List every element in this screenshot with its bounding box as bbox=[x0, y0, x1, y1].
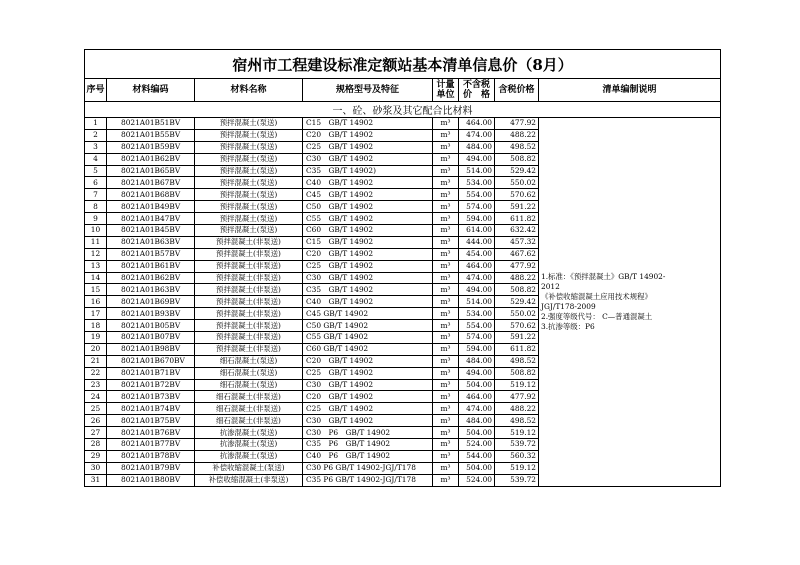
note-line: 1.标准：《预拌混凝土》GB/T 14902- bbox=[541, 271, 666, 281]
unit: m³ bbox=[433, 189, 459, 201]
row-number: 9 bbox=[85, 213, 107, 225]
untaxed-price: 474.00 bbox=[459, 272, 495, 284]
material-name: 细石混凝土(泵送) bbox=[195, 379, 303, 391]
material-code: 8021A01B71BV bbox=[107, 367, 195, 379]
untaxed-price: 594.00 bbox=[459, 343, 495, 355]
taxed-price: 550.02 bbox=[495, 177, 539, 189]
material-code: 8021A01B65BV bbox=[107, 165, 195, 177]
taxed-price: 508.82 bbox=[495, 153, 539, 165]
taxed-price: 591.22 bbox=[495, 201, 539, 213]
header-untaxed-line2: 价 格 bbox=[462, 90, 490, 100]
row-number: 4 bbox=[85, 153, 107, 165]
material-name: 预拌混凝土(非泵送) bbox=[195, 236, 303, 248]
material-code: 8021A01B670BV bbox=[107, 355, 195, 367]
material-code: 8021A01B47BV bbox=[107, 213, 195, 225]
material-code: 8021A01B78BV bbox=[107, 450, 195, 462]
untaxed-price: 464.00 bbox=[459, 260, 495, 272]
table-body bbox=[85, 118, 721, 487]
material-name: 预拌混凝土(非泵送) bbox=[195, 284, 303, 296]
material-name: 预拌混凝土(非泵送) bbox=[195, 308, 303, 320]
section-title: 一、砼、砂浆及其它配合比材料 bbox=[85, 102, 721, 118]
untaxed-price: 484.00 bbox=[459, 415, 495, 427]
row-number: 30 bbox=[85, 462, 107, 474]
material-code: 8021A01B57BV bbox=[107, 248, 195, 260]
material-code: 8021A01B80BV bbox=[107, 474, 195, 486]
material-code: 8021A01B61BV bbox=[107, 260, 195, 272]
row-number: 22 bbox=[85, 367, 107, 379]
untaxed-price: 484.00 bbox=[459, 141, 495, 153]
unit: m³ bbox=[433, 225, 459, 237]
unit: m³ bbox=[433, 391, 459, 403]
taxed-price: 477.92 bbox=[495, 260, 539, 272]
material-spec: C25 GB/T 14902 bbox=[303, 367, 433, 379]
untaxed-price: 574.00 bbox=[459, 332, 495, 344]
material-name: 抗渗混凝土(泵送) bbox=[195, 450, 303, 462]
unit: m³ bbox=[433, 332, 459, 344]
note-line: JGJ/T178-2009 bbox=[541, 301, 596, 311]
unit: m³ bbox=[433, 462, 459, 474]
material-spec: C25 GB/T 14902 bbox=[303, 403, 433, 415]
taxed-price: 611.82 bbox=[495, 343, 539, 355]
material-spec: C20 GB/T 14902 bbox=[303, 355, 433, 367]
unit: m³ bbox=[433, 177, 459, 189]
material-code: 8021A01B59BV bbox=[107, 141, 195, 153]
unit: m³ bbox=[433, 296, 459, 308]
material-code: 8021A01B73BV bbox=[107, 391, 195, 403]
untaxed-price: 614.00 bbox=[459, 225, 495, 237]
material-name: 补偿收缩混凝土(非泵送) bbox=[195, 474, 303, 486]
material-name: 预拌混凝土(泵送) bbox=[195, 201, 303, 213]
header-notes: 清单编制说明 bbox=[539, 79, 721, 102]
material-code: 8021A01B93BV bbox=[107, 308, 195, 320]
taxed-price: 529.42 bbox=[495, 165, 539, 177]
material-name: 预拌混凝土(泵送) bbox=[195, 165, 303, 177]
row-number: 20 bbox=[85, 343, 107, 355]
material-spec: C35 GB/T 14902 bbox=[303, 284, 433, 296]
untaxed-price: 474.00 bbox=[459, 129, 495, 141]
row-number: 29 bbox=[85, 450, 107, 462]
taxed-price: 550.02 bbox=[495, 308, 539, 320]
material-spec: C30 P6 GB/T 14902 bbox=[303, 427, 433, 439]
material-name: 预拌混凝土(非泵送) bbox=[195, 248, 303, 260]
material-name: 预拌混凝土(泵送) bbox=[195, 213, 303, 225]
row-number: 13 bbox=[85, 260, 107, 272]
row-number: 7 bbox=[85, 189, 107, 201]
unit: m³ bbox=[433, 450, 459, 462]
untaxed-price: 554.00 bbox=[459, 320, 495, 332]
taxed-price: 611.82 bbox=[495, 213, 539, 225]
material-name: 预拌混凝土(非泵送) bbox=[195, 343, 303, 355]
taxed-price: 560.32 bbox=[495, 450, 539, 462]
unit: m³ bbox=[433, 201, 459, 213]
unit: m³ bbox=[433, 213, 459, 225]
section-row bbox=[85, 102, 721, 118]
material-spec: C15 GB/T 14902 bbox=[303, 118, 433, 130]
taxed-price: 570.62 bbox=[495, 320, 539, 332]
header-code: 材料编码 bbox=[107, 79, 195, 102]
material-code: 8021A01B45BV bbox=[107, 225, 195, 237]
material-spec: C40 GB/T 14902 bbox=[303, 177, 433, 189]
unit: m³ bbox=[433, 236, 459, 248]
header-no: 序号 bbox=[85, 79, 107, 102]
material-code: 8021A01B79BV bbox=[107, 462, 195, 474]
untaxed-price: 514.00 bbox=[459, 165, 495, 177]
material-name: 预拌混凝土(非泵送) bbox=[195, 260, 303, 272]
price-table bbox=[84, 49, 721, 487]
material-name: 预拌混凝土(泵送) bbox=[195, 177, 303, 189]
material-name: 预拌混凝土(泵送) bbox=[195, 118, 303, 130]
notes-cell bbox=[539, 118, 721, 487]
taxed-price: 508.82 bbox=[495, 367, 539, 379]
unit: m³ bbox=[433, 141, 459, 153]
taxed-price: 498.52 bbox=[495, 415, 539, 427]
untaxed-price: 504.00 bbox=[459, 379, 495, 391]
material-spec: C25 GB/T 14902 bbox=[303, 260, 433, 272]
material-name: 抗渗混凝土(泵送) bbox=[195, 427, 303, 439]
material-spec: C30 P6 GB/T 14902-JGJ/T178 bbox=[303, 462, 433, 474]
row-number: 15 bbox=[85, 284, 107, 296]
unit: m³ bbox=[433, 308, 459, 320]
header-spec: 规格型号及特征 bbox=[303, 79, 433, 102]
untaxed-price: 464.00 bbox=[459, 118, 495, 130]
row-number: 28 bbox=[85, 439, 107, 451]
page-title: 宿州市工程建设标准定额站基本清单信息价（8月） bbox=[85, 50, 721, 79]
material-code: 8021A01B62BV bbox=[107, 272, 195, 284]
taxed-price: 457.32 bbox=[495, 236, 539, 248]
material-name: 预拌混凝土(泵送) bbox=[195, 225, 303, 237]
untaxed-price: 594.00 bbox=[459, 213, 495, 225]
material-code: 8021A01B55BV bbox=[107, 129, 195, 141]
unit: m³ bbox=[433, 439, 459, 451]
material-name: 补偿收缩混凝土(泵送) bbox=[195, 462, 303, 474]
row-number: 27 bbox=[85, 427, 107, 439]
row-number: 5 bbox=[85, 165, 107, 177]
untaxed-price: 544.00 bbox=[459, 450, 495, 462]
note-line: 2012 bbox=[541, 281, 560, 291]
unit: m³ bbox=[433, 367, 459, 379]
header-unit-line2: 单位 bbox=[436, 90, 455, 100]
material-name: 预拌混凝土(非泵送) bbox=[195, 296, 303, 308]
unit: m³ bbox=[433, 129, 459, 141]
material-spec: C25 GB/T 14902 bbox=[303, 141, 433, 153]
material-name: 预拌混凝土(泵送) bbox=[195, 153, 303, 165]
material-code: 8021A01B98BV bbox=[107, 343, 195, 355]
taxed-price: 539.72 bbox=[495, 439, 539, 451]
row-number: 24 bbox=[85, 391, 107, 403]
material-code: 8021A01B75BV bbox=[107, 415, 195, 427]
row-number: 11 bbox=[85, 236, 107, 248]
header-taxed-price: 含税价格 bbox=[495, 79, 539, 102]
taxed-price: 508.82 bbox=[495, 284, 539, 296]
taxed-price: 488.22 bbox=[495, 403, 539, 415]
header-row bbox=[85, 79, 721, 102]
material-spec: C20 GB/T 14902 bbox=[303, 129, 433, 141]
header-unit-line1: 计量 bbox=[436, 80, 455, 90]
material-code: 8021A01B62BV bbox=[107, 153, 195, 165]
material-spec: C60 GB/T 14902 bbox=[303, 343, 433, 355]
row-number: 23 bbox=[85, 379, 107, 391]
material-code: 8021A01B74BV bbox=[107, 403, 195, 415]
material-spec: C15 GB/T 14902 bbox=[303, 236, 433, 248]
material-spec: C35 P6 GB/T 14902 bbox=[303, 439, 433, 451]
material-code: 8021A01B67BV bbox=[107, 177, 195, 189]
untaxed-price: 474.00 bbox=[459, 403, 495, 415]
row-number: 19 bbox=[85, 332, 107, 344]
material-code: 8021A01B63BV bbox=[107, 236, 195, 248]
material-spec: C20 GB/T 14902 bbox=[303, 248, 433, 260]
untaxed-price: 464.00 bbox=[459, 391, 495, 403]
row-number: 26 bbox=[85, 415, 107, 427]
taxed-price: 519.12 bbox=[495, 427, 539, 439]
untaxed-price: 454.00 bbox=[459, 248, 495, 260]
taxed-price: 529.42 bbox=[495, 296, 539, 308]
row-number: 6 bbox=[85, 177, 107, 189]
material-spec: C50 GB/T 14902 bbox=[303, 320, 433, 332]
taxed-price: 519.12 bbox=[495, 462, 539, 474]
taxed-price: 519.12 bbox=[495, 379, 539, 391]
untaxed-price: 444.00 bbox=[459, 236, 495, 248]
unit: m³ bbox=[433, 153, 459, 165]
untaxed-price: 494.00 bbox=[459, 153, 495, 165]
material-code: 8021A01B69BV bbox=[107, 296, 195, 308]
material-code: 8021A01B72BV bbox=[107, 379, 195, 391]
untaxed-price: 494.00 bbox=[459, 367, 495, 379]
material-name: 细石混凝土(非泵送) bbox=[195, 403, 303, 415]
taxed-price: 539.72 bbox=[495, 474, 539, 486]
untaxed-price: 504.00 bbox=[459, 427, 495, 439]
material-spec: C20 GB/T 14902 bbox=[303, 391, 433, 403]
material-spec: C35 P6 GB/T 14902-JGJ/T178 bbox=[303, 474, 433, 486]
table-row bbox=[85, 118, 721, 130]
taxed-price: 488.22 bbox=[495, 272, 539, 284]
untaxed-price: 524.00 bbox=[459, 474, 495, 486]
untaxed-price: 524.00 bbox=[459, 439, 495, 451]
taxed-price: 467.62 bbox=[495, 248, 539, 260]
taxed-price: 570.62 bbox=[495, 189, 539, 201]
material-name: 预拌混凝土(非泵送) bbox=[195, 272, 303, 284]
taxed-price: 488.22 bbox=[495, 129, 539, 141]
untaxed-price: 554.00 bbox=[459, 189, 495, 201]
row-number: 12 bbox=[85, 248, 107, 260]
taxed-price: 477.92 bbox=[495, 391, 539, 403]
material-name: 细石混凝土(非泵送) bbox=[195, 391, 303, 403]
material-spec: C35 GB/T 14902) bbox=[303, 165, 433, 177]
material-code: 8021A01B77BV bbox=[107, 439, 195, 451]
note-line: 2.强度等级代号： C—普通混凝土 bbox=[541, 311, 653, 321]
taxed-price: 591.22 bbox=[495, 332, 539, 344]
material-spec: C50 GB/T 14902 bbox=[303, 201, 433, 213]
unit: m³ bbox=[433, 427, 459, 439]
unit: m³ bbox=[433, 248, 459, 260]
material-code: 8021A01B76BV bbox=[107, 427, 195, 439]
header-untaxed-price bbox=[459, 79, 495, 102]
material-spec: C30 GB/T 14902 bbox=[303, 153, 433, 165]
material-name: 预拌混凝土(非泵送) bbox=[195, 332, 303, 344]
material-name: 预拌混凝土(泵送) bbox=[195, 141, 303, 153]
unit: m³ bbox=[433, 320, 459, 332]
material-name: 预拌混凝土(非泵送) bbox=[195, 320, 303, 332]
material-name: 细石混凝土(泵送) bbox=[195, 355, 303, 367]
material-spec: C55 GB/T 14902 bbox=[303, 213, 433, 225]
material-spec: C60 GB/T 14902 bbox=[303, 225, 433, 237]
taxed-price: 498.52 bbox=[495, 141, 539, 153]
row-number: 25 bbox=[85, 403, 107, 415]
header-unit bbox=[433, 79, 459, 102]
untaxed-price: 534.00 bbox=[459, 308, 495, 320]
header-name: 材料名称 bbox=[195, 79, 303, 102]
untaxed-price: 534.00 bbox=[459, 177, 495, 189]
unit: m³ bbox=[433, 260, 459, 272]
header-untaxed-line1: 不含税 bbox=[462, 80, 490, 90]
unit: m³ bbox=[433, 379, 459, 391]
unit: m³ bbox=[433, 284, 459, 296]
untaxed-price: 504.00 bbox=[459, 462, 495, 474]
material-name: 抗渗混凝土(泵送) bbox=[195, 439, 303, 451]
material-spec: C40 P6 GB/T 14902 bbox=[303, 450, 433, 462]
material-name: 细石混凝土(泵送) bbox=[195, 367, 303, 379]
unit: m³ bbox=[433, 403, 459, 415]
unit: m³ bbox=[433, 474, 459, 486]
material-code: 8021A01B63BV bbox=[107, 284, 195, 296]
row-number: 18 bbox=[85, 320, 107, 332]
material-spec: C55 GB/T 14902 bbox=[303, 332, 433, 344]
material-spec: C30 GB/T 14902 bbox=[303, 415, 433, 427]
unit: m³ bbox=[433, 272, 459, 284]
taxed-price: 477.92 bbox=[495, 118, 539, 130]
material-code: 8021A01B51BV bbox=[107, 118, 195, 130]
price-sheet bbox=[84, 49, 720, 487]
row-number: 1 bbox=[85, 118, 107, 130]
note-line: 3.抗渗等级：P6 bbox=[541, 321, 595, 331]
row-number: 10 bbox=[85, 225, 107, 237]
title-row bbox=[85, 50, 721, 79]
material-code: 8021A01B05BV bbox=[107, 320, 195, 332]
untaxed-price: 514.00 bbox=[459, 296, 495, 308]
row-number: 14 bbox=[85, 272, 107, 284]
untaxed-price: 484.00 bbox=[459, 355, 495, 367]
material-name: 预拌混凝土(泵送) bbox=[195, 129, 303, 141]
taxed-price: 632.42 bbox=[495, 225, 539, 237]
row-number: 16 bbox=[85, 296, 107, 308]
unit: m³ bbox=[433, 343, 459, 355]
material-code: 8021A01B07BV bbox=[107, 332, 195, 344]
row-number: 31 bbox=[85, 474, 107, 486]
material-spec: C30 GB/T 14902 bbox=[303, 379, 433, 391]
row-number: 17 bbox=[85, 308, 107, 320]
material-spec: C40 GB/T 14902 bbox=[303, 296, 433, 308]
unit: m³ bbox=[433, 118, 459, 130]
material-spec: C45 GB/T 14902 bbox=[303, 189, 433, 201]
row-number: 3 bbox=[85, 141, 107, 153]
unit: m³ bbox=[433, 165, 459, 177]
unit: m³ bbox=[433, 415, 459, 427]
material-spec: C30 GB/T 14902 bbox=[303, 272, 433, 284]
row-number: 8 bbox=[85, 201, 107, 213]
material-name: 预拌混凝土(泵送) bbox=[195, 189, 303, 201]
material-code: 8021A01B68BV bbox=[107, 189, 195, 201]
material-code: 8021A01B49BV bbox=[107, 201, 195, 213]
taxed-price: 498.52 bbox=[495, 355, 539, 367]
material-name: 细石混凝土(非泵送) bbox=[195, 415, 303, 427]
row-number: 21 bbox=[85, 355, 107, 367]
unit: m³ bbox=[433, 355, 459, 367]
material-spec: C45 GB/T 14902 bbox=[303, 308, 433, 320]
untaxed-price: 494.00 bbox=[459, 284, 495, 296]
row-number: 2 bbox=[85, 129, 107, 141]
untaxed-price: 574.00 bbox=[459, 201, 495, 213]
note-line: 《补偿收缩混凝土应用技术规程》 bbox=[541, 291, 652, 301]
